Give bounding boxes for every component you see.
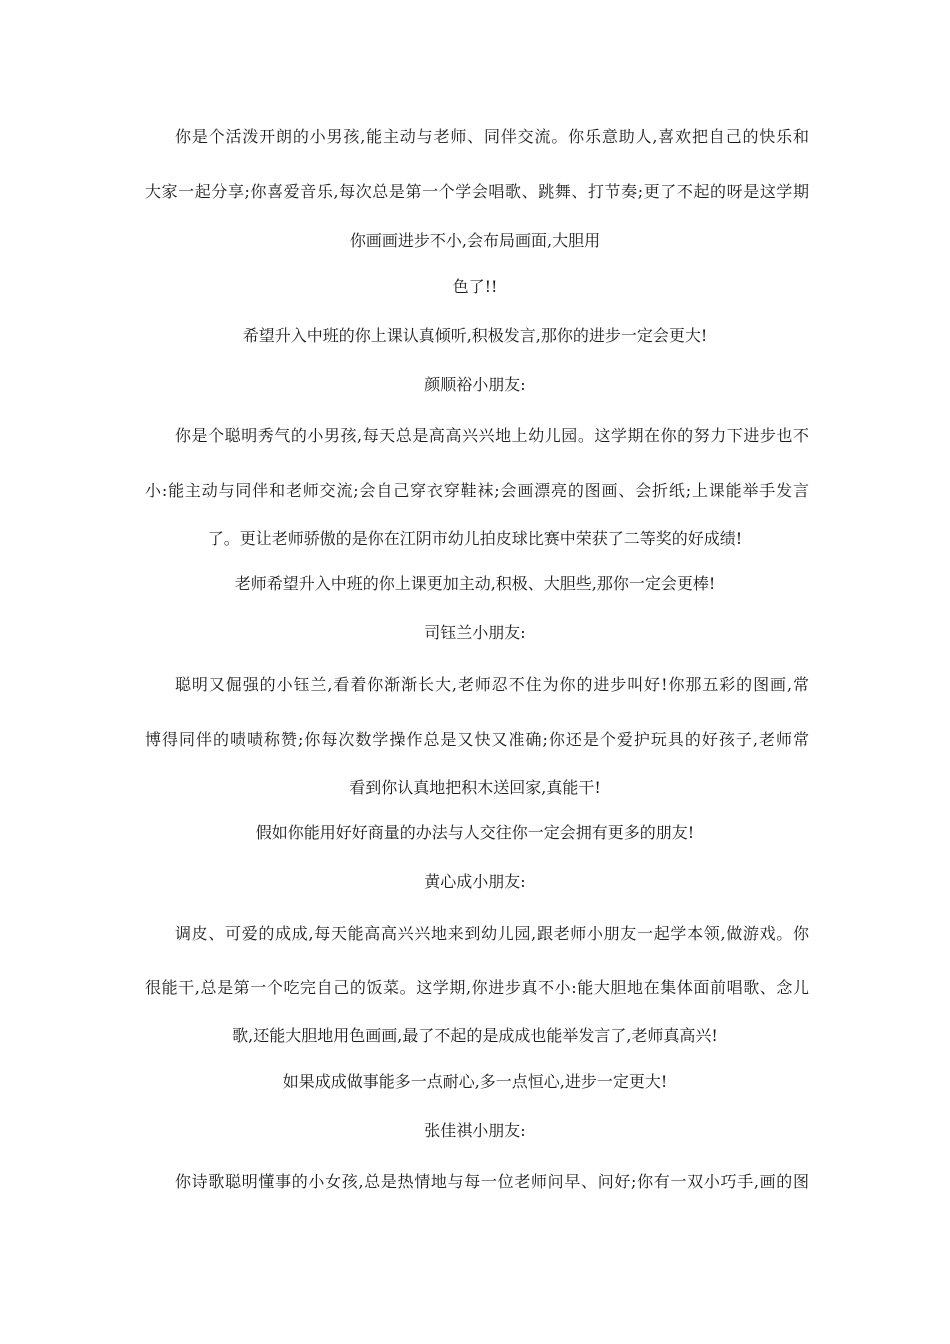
- student-heading: 张佳祺小朋友:: [424, 1121, 526, 1140]
- paragraph-line: 小:能主动与同伴和老师交流;会自己穿衣穿鞋袜;会画漂亮的图画、会折纸;上课能举手发言: [145, 481, 809, 500]
- paragraph-line: 看到你认真地把积木送回家,真能干!: [349, 778, 601, 797]
- paragraph-line: 你画画进步不小,会布局画面,大胆用: [349, 231, 601, 250]
- paragraph-line: 调皮、可爱的成成,每天能高高兴兴地来到幼儿园,跟老师小朋友一起学本领,做游戏。你: [175, 924, 809, 943]
- paragraph-line: 博得同伴的啧啧称赞;你每次数学操作总是又快又准确;你还是个爱护玩具的好孩子,老师常: [145, 730, 809, 749]
- paragraph-line: 大家一起分享;你喜爱音乐,每次总是第一个学会唱歌、跳舞、打节奏;更了不起的呀是这学期: [145, 182, 809, 201]
- paragraph-line: 了。更让老师骄傲的是你在江阴市幼儿拍皮球比赛中荣获了二等奖的好成绩!: [207, 529, 743, 548]
- paragraph-line: 歌,还能大胆地用色画画,最了不起的是成成也能举发言了,老师真高兴!: [232, 1026, 718, 1045]
- paragraph-line: 色了!!: [452, 277, 498, 296]
- paragraph-line: 假如你能用好好商量的办法与人交往你一定会拥有更多的朋友!: [255, 823, 695, 842]
- student-heading: 黄心成小朋友:: [424, 872, 526, 891]
- paragraph-line: 你是个活泼开朗的小男孩,能主动与老师、同伴交流。你乐意助人,喜欢把自己的快乐和: [175, 127, 809, 146]
- paragraph-line: 你是个聪明秀气的小男孩,每天总是高高兴兴地上幼儿园。这学期在你的努力下进步也不: [175, 426, 809, 445]
- paragraph-line: 聪明又倔强的小钰兰,看着你渐渐长大,老师忍不住为你的进步叫好!你那五彩的图画,常: [175, 675, 809, 694]
- student-heading: 司钰兰小朋友:: [424, 623, 526, 642]
- paragraph-line: 你诗歌聪明懂事的小女孩,总是热情地与每一位老师问早、问好;你有一双小巧手,画的图: [175, 1172, 809, 1191]
- paragraph-line: 希望升入中班的你上课认真倾听,积极发言,那你的进步一定会更大!: [242, 326, 708, 345]
- paragraph-line: 如果成成做事能多一点耐心,多一点恒心,进步一定更大!: [282, 1072, 668, 1091]
- student-heading: 颜顺裕小朋友:: [424, 375, 526, 394]
- paragraph-line: 老师希望升入中班的你上课更加主动,积极、大胆些,那你一定会更棒!: [234, 574, 716, 593]
- paragraph-line: 很能干,总是第一个吃完自己的饭菜。这学期,你进步真不小:能大胆地在集体面前唱歌、念儿: [145, 978, 809, 997]
